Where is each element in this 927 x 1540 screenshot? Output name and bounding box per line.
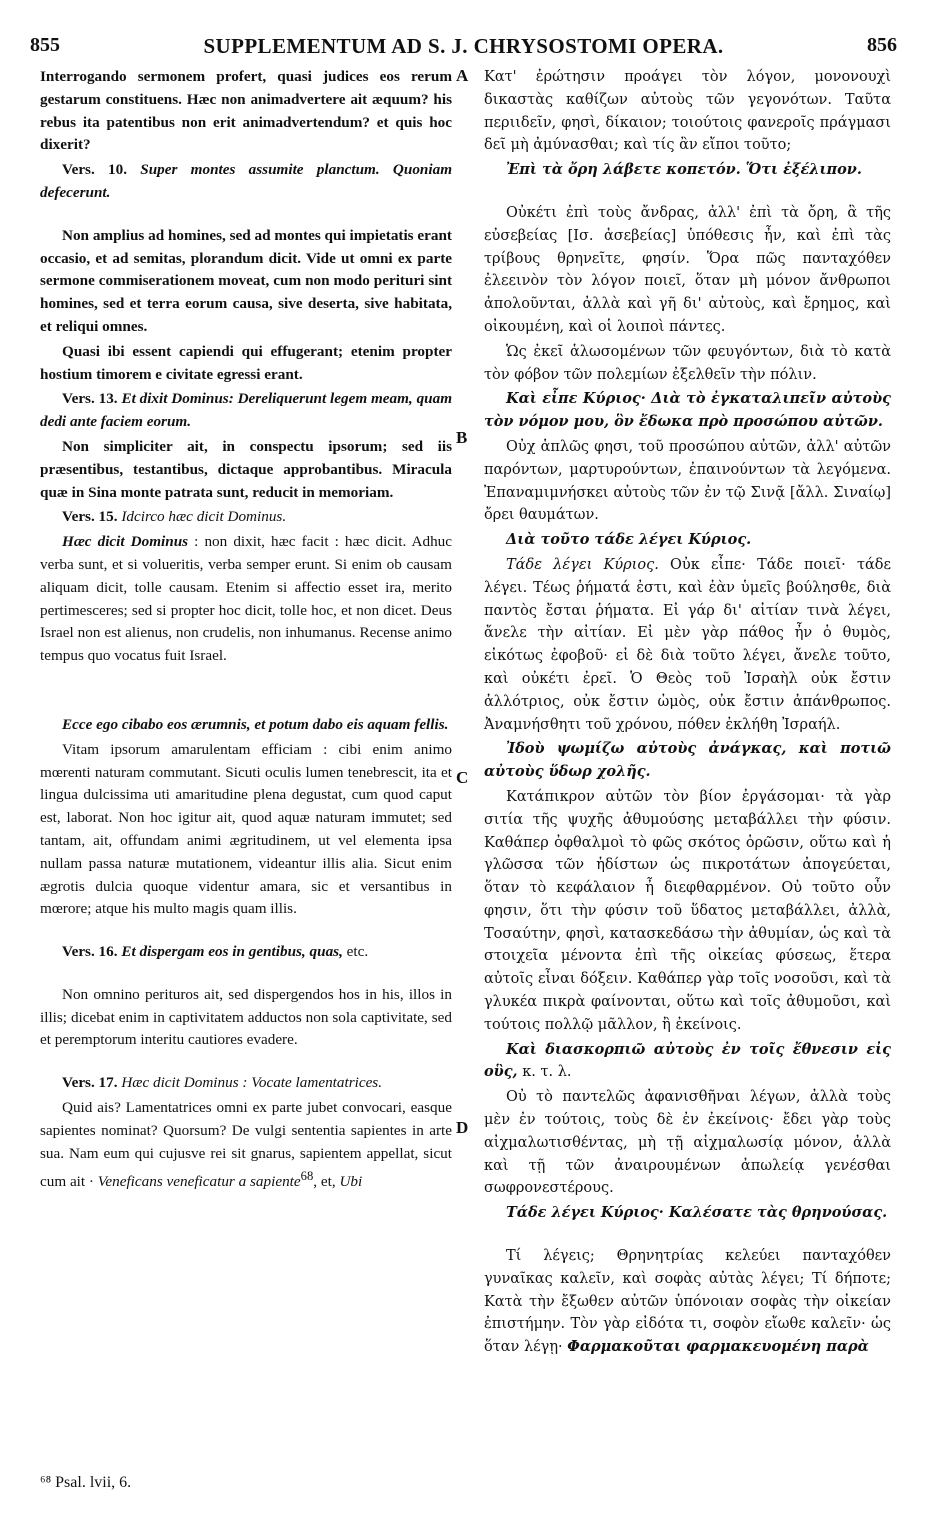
column-marker-c: C — [456, 768, 469, 787]
greek-lemma: Καὶ εἶπε Κύριος· Διὰ τὸ ἐγκαταλιπεῖν αὐτοὺς τὸν νόμον μου, ὃν ἔδωκα πρὸ προσώπου αὐτῶν. — [484, 390, 891, 431]
greek-paragraph: Ὡς ἐκεῖ ἁλωσομένων τῶν φευγόντων, διὰ τὸ κατὰ τὸν φόβον τῶν πολεμίων ἐξελθεῖν τὴν πόλιν. — [484, 343, 891, 383]
latin-paragraph: Vitam ipsorum amarulentam efficiam : cibi enim animo mœrenti naturam commutant. Sicuti oculis lumen tenebrescit, ita et lingua dulcissima uti amaritudine plena degustat, cum quod caput est, laborat. Non hoc igitur ait, quod aquæ naturam immutet; sed tantam, ait, offundam animi ægritudinem, ut vel elementa ipsa nullam passa naturæ mutationem, videantur illis alia. Sicut enim ægrotis dulcia quoque videntur amara, sic et versantibus in mœrore; atque his multo magis quam illis. — [40, 740, 452, 918]
verse-heading: Vers. 17. Hæc dicit Dominus : Vocate lamentatrices. — [62, 1074, 383, 1092]
latin-paragraph: Non amplius ad homines, sed ad montes qui impietatis erant occasio, et ad semitas, plorandum dicit. Vide ut omni ex parte sermone commiserationem moveat, cum non modo perituri sint homines, sed et terra eorum causa, sive deserta, sive habitata, et reliqui omnes. — [40, 226, 452, 335]
latin-column — [40, 66, 452, 1196]
latin-paragraph: Quid ais? Lamentatrices omni ex parte jubet convocari, easque sapientes nominat? Quorsum? De vulgi sententia sapientes in arte sua. Nam eum qui cujusve rei sit gnarus, sapientem appellat, sicut cum ait · Veneficans veneficatur a sapiente$^{68}$, et, Ubi — [40, 1099, 452, 1191]
column-marker-b: B — [456, 428, 468, 447]
greek-lemma: Τάδε λέγει Κύριος· Καλέσατε τὰς θρηνούσας. — [506, 1204, 888, 1222]
footnote: ⁶⁸ Psal. lvii, 6. — [40, 1474, 132, 1491]
verse-heading: Vers. 13. Et dixit Dominus: Dereliquerunt legem meam, quam dedi ante faciem eorum. — [40, 390, 453, 431]
latin-paragraph: Non simpliciter ait, in conspectu ipsorum; sed iis præsentibus, testantibus, dictaque approbantibus. Miracula quæ in Sina monte patrata sunt, reducit in memoriam. — [40, 437, 452, 501]
greek-paragraph: Κατ' ἐρώτησιν προάγει τὸν λόγον, μονονουχὶ δικαστὰς καθίζων αὐτοὺς τῶν γεγονότων. Ταῦτα περιιδεῖν, φησὶ, δίκαιον; τοιούτοις φανεροῖς πράγμασι δεῖ μὴ ἀμύνασθαι; καὶ τίς ἂν εἴποι τοῦτο; — [484, 69, 891, 154]
page-number-left: 855 — [30, 34, 60, 56]
page-number-right: 856 — [867, 34, 897, 56]
column-marker-d: D — [456, 1118, 469, 1137]
greek-paragraph: Τάδε λέγει Κύριος. Οὐκ εἶπε· Τάδε ποιεῖ· τάδε λέγει. Τέως ῥήματά ἐστι, καὶ ἐὰν ὑμεῖς βούλησθε, διὰ παντὸς ἔσται ῥήματα. Εἰ γάρ δι' αἰτίαν τινὰ λέγει, ἄνελε τὴν αἰτίαν. Εἰ μὲν γὰρ πάθος ἦν ὁ θυμὸς, εἰκότως ἐφοβοῦ· εἰ δὲ διὰ τοῦτο λέγει, ἄνελε τοῦτο, καὶ οὐκέτι ἐρεῖ. Ὁ Θεὸς τοῦ Ἰσραὴλ οὐκ ἔστιν ἀλλότριος, οὐκ ἔστιν ὠμὸς, οὐκ ἔστιν ἀπάνθρωπος. Ἀναμνήσθητι τοῦ χρόνου, πόθεν ἐκλήθη Ἰσραήλ. — [484, 556, 892, 733]
greek-paragraph: Τί λέγεις; Θρηνητρίας κελεύει πανταχόθεν γυναῖκας καλεῖν, καὶ σοφὰς αὐτὰς λέγει; Τί δήποτε; Κατὰ τὴν ἔξωθεν αὐτῶν ὑπόνοιαν σοφὰς τὴν οἰκείαν ἐπιστήμην. Τὸν γὰρ εἰδότα τι, σοφὸν εἴωθε καλεῖν· ὡς ὅταν λέγῃ· Φαρμακοῦται φαρμακευομένη παρὰ — [484, 1248, 891, 1356]
greek-paragraph: Οὐκέτι ἐπὶ τοὺς ἄνδρας, ἀλλ' ἐπὶ τὰ ὄρη, ἃ τῆς εὐσεβείας [Ισ. ἀσεβείας] ὑπόθεσις ἦν, καὶ ἐπὶ τὰς τρίβους θρηνεῖτε, φησίν. Ὅρα πῶς πανταχόθεν ἐλεεινὸν τὸν λόγον ποιεῖ, ὅταν μὴ μόνον ἄνθρωποι ἀπολοῦνται, ἀλλὰ καὶ γῆ δι' αὐτοὺς, καὶ ἔρημος, καὶ οἰκουμένη, καὶ οἱ λοιποὶ πάντες. — [484, 204, 891, 335]
running-title: SUPPLEMENTUM AD S. J. CHRYSOSTOMI OPERA. — [203, 34, 724, 58]
latin-paragraph: Interrogando sermonem profert, quasi judices eos rerum gestarum constituens. Hæc non animadvertere ait æquum? his rebus ita patentibus non erit animadvertendum? et quis hoc dixerit? — [40, 68, 452, 154]
greek-paragraph: Οὐ τὸ παντελῶς ἀφανισθῆναι λέγων, ἀλλὰ τοὺς μὲν ἐν τούτοις, τοὺς δὲ ἐν ἐκείνοις· ἔδει γὰρ τοὺς αἰχμαλωτισθέντας, μὴ τῇ αἰχμαλωσίᾳ μόνον, ἀλλὰ καὶ τῇ τῶν ἀναιρουμένων ἀπωλείᾳ γενέσθαι σωφρονεστέρους. — [484, 1089, 891, 1197]
verse-heading: Vers. 16. Et dispergam eos in gentibus, quas, etc. — [62, 943, 369, 961]
greek-lemma: Ἐπὶ τὰ ὄρη λάβετε κοπετόν. Ὅτι ἐξέλιπον. — [506, 161, 862, 179]
greek-lemma: Διὰ τοῦτο τάδε λέγει Κύριος. — [506, 531, 752, 549]
latin-paragraph: Quasi ibi essent capiendi qui effugerant; etenim propter hostium timorem e civitate egressi erant. — [40, 342, 452, 383]
latin-paragraph: Hæc dicit Dominus : non dixit, hæc facit : hæc dicit. Adhuc verba sunt, et si volueritis, verba semper erunt. Si enim ob causam aliquam dicit, tolle causam. Etenim si affectio esset ira, merito pertimesceres; sed si propter hoc dicit, tolle hoc, et non dicet. Deus Israel non est alienus, non crudelis, non inhumanus. Recense animo tempus quo vocatus fuit Israel. — [40, 533, 452, 665]
greek-lemma: Ἰδοὺ ψωμίζω αὐτοὺς ἀνάγκας, καὶ ποτιῶ αὐτοὺς ὕδωρ χολῆς. — [484, 740, 891, 781]
column-marker-a: A — [456, 66, 469, 85]
greek-paragraph: Οὐχ ἁπλῶς φησι, τοῦ προσώπου αὐτῶν, ἀλλ' αὐτῶν παρόντων, μαρτυρούντων, ἐπαινούντων τὰ λεγόμενα. Ἐπαναμιμνήσκει αὐτοὺς τῶν ἐν τῷ Σινᾷ [ἄλλ. Σιναίῳ] ὄρει θαυμάτων. — [484, 438, 891, 524]
greek-lemma: Καὶ διασκορπιῶ αὐτοὺς ἐν τοῖς ἔθνεσιν εἰς οὓς, κ. τ. λ. — [484, 1040, 891, 1081]
page-header — [30, 34, 897, 60]
verse-heading: Vers. 15. Idcirco hæc dicit Dominus. — [62, 508, 287, 526]
verse-heading: Vers. 10. Super montes assumite planctum. Quoniam defecerunt. — [40, 161, 453, 201]
greek-column — [484, 66, 891, 1361]
greek-paragraph: Κατάπικρον αὐτῶν τὸν βίον ἐργάσομαι· τὰ γὰρ σιτία τῆς ψυχῆς ἀθυμούσης μεταβάλλει τὴν φύσιν. Καθάπερ ὀφθαλμοὶ τὸ φῶς σκότος ὁρῶσιν, οὕτω καὶ ἡ γλῶσσα τῶν ἡδίστων ὡς πικροτάτων ἀπογεύεται, ὅταν τὸ κεφάλαιον ἦ διεφθαρμένον. Οὐ τοῦτο οὖν φησιν, ὅτι τὴν φύσιν τοῦ ὕδατος μεταβάλλει, ἀλλὰ, Τοσαύτην, φησὶ, κατασκεδάσω τὴν ἀθυμίαν, ὡς καὶ τὰ στοιχεῖα μένοντα ἐπὶ τῆς οἰκείας φύσεως, ἕτερα αὐτοῖς εἶναι δόξειν. Καθάπερ γὰρ τοῖς νοσοῦσι, καὶ τὰ γλυκέα πικρὰ φαίνονται, οὕτω καὶ τοῖς ἀθυμοῦσι, καὶ τούτοις πολλῷ μᾶλλον, ἢ ἐκείνοις. — [484, 788, 891, 1033]
latin-paragraph: Non omnino perituros ait, sed dispergendos hos in his, illos in illis; dicebat enim in captivitatem adductos non sola captivitate, sed et peremptorum interitu cautiores evadere. — [40, 985, 452, 1049]
latin-lemma: Ecce ego cibabo eos ærumnis, et potum dabo eis aquam fellis. — [62, 715, 449, 733]
